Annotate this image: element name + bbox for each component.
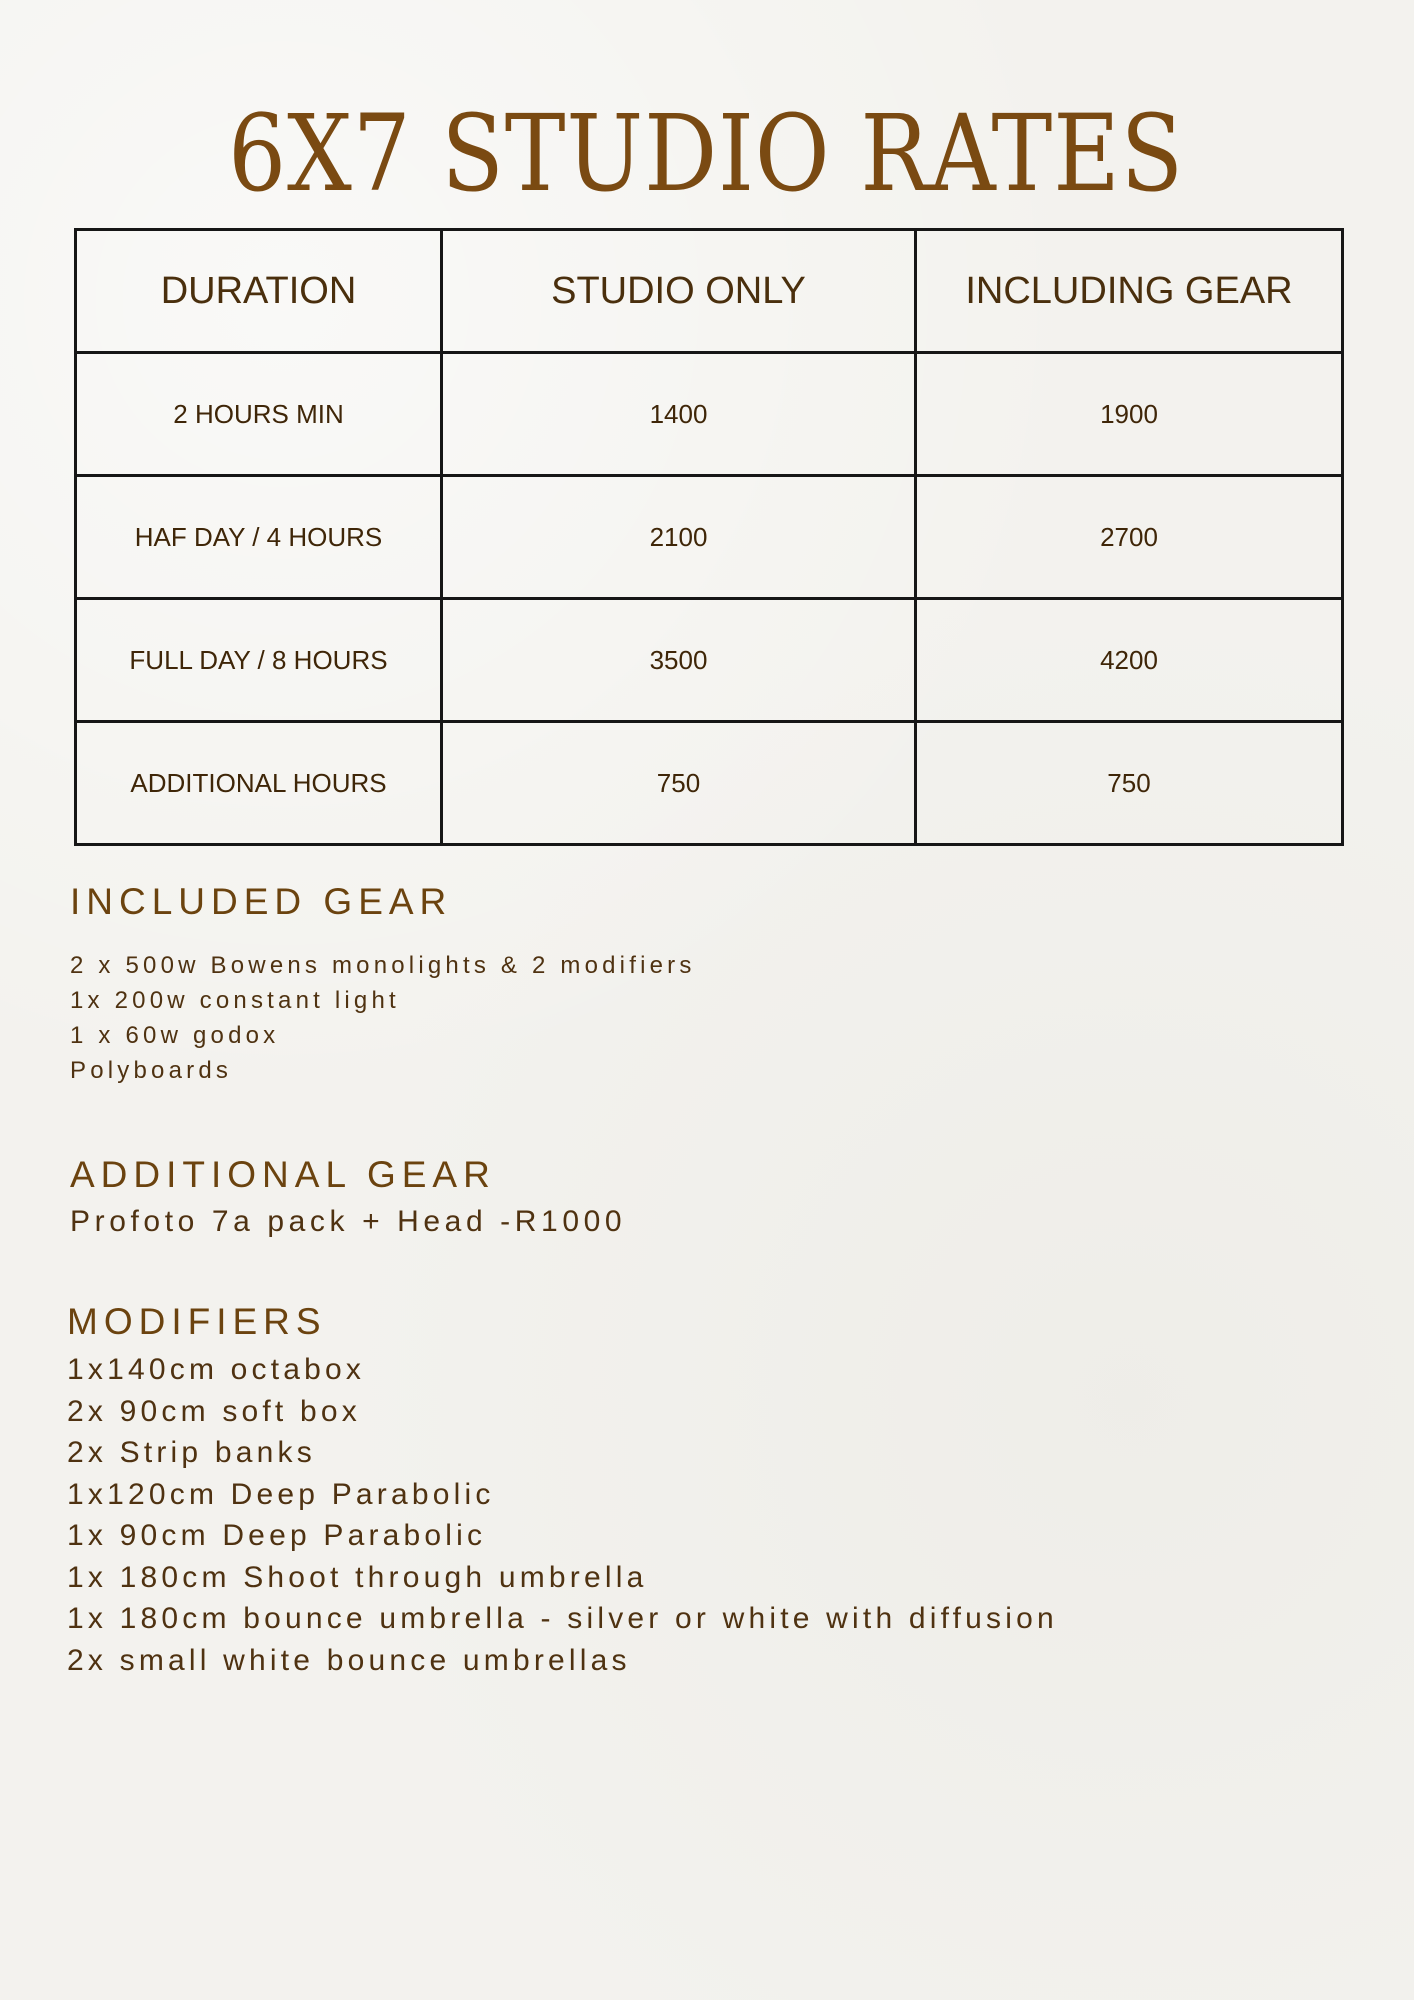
list-item: Polyboards: [70, 1057, 233, 1084]
header-studio-only: STUDIO ONLY: [442, 230, 916, 353]
duration-cell: 2 HOURS MIN: [76, 353, 442, 476]
list-item: 1x 90cm Deep Parabolic: [67, 1519, 487, 1552]
duration-cell: HAF DAY / 4 HOURS: [76, 476, 442, 599]
list-item: 2x small white bounce umbrellas: [67, 1643, 631, 1677]
page-title: 6X7 STUDIO RATES: [228, 92, 1184, 215]
list-item: 2x 90cm soft box: [67, 1394, 361, 1428]
list-item: 1 x 60w godox: [70, 1022, 280, 1049]
included-gear-list: [70, 948, 696, 1088]
list-item: 2 x 500w Bowens monolights & 2 modifiers: [70, 952, 696, 979]
list-item: 1x 200w constant light: [70, 987, 400, 1014]
included-gear-heading: INCLUDED GEAR: [70, 881, 453, 922]
rates-table: [74, 228, 1344, 846]
studio-only-price: 1400: [442, 353, 916, 476]
additional-gear-list: [70, 1202, 626, 1242]
including-gear-price: 1900: [916, 353, 1343, 476]
list-item: 1x 180cm bounce umbrella - silver or white with diffusion: [67, 1602, 1058, 1635]
table-row: [76, 722, 1343, 845]
duration-cell: FULL DAY / 8 HOURS: [76, 599, 442, 722]
list-item: 1x120cm Deep Parabolic: [67, 1477, 495, 1511]
modifiers-list: [67, 1349, 1058, 1681]
duration-cell: ADDITIONAL HOURS: [76, 722, 442, 845]
modifiers-heading: MODIFIERS: [67, 1301, 327, 1342]
table-row: [76, 599, 1343, 722]
additional-gear-heading: ADDITIONAL GEAR: [70, 1154, 496, 1195]
header-duration: DURATION: [76, 230, 442, 353]
header-including-gear: INCLUDING GEAR: [916, 230, 1343, 353]
studio-only-price: 2100: [442, 476, 916, 599]
list-item: 1x140cm octabox: [67, 1353, 366, 1386]
including-gear-price: 750: [916, 722, 1343, 845]
list-item: 1x 180cm Shoot through umbrella: [67, 1560, 648, 1594]
table-header-row: [76, 230, 1343, 353]
studio-only-price: 750: [442, 722, 916, 845]
studio-only-price: 3500: [442, 599, 916, 722]
list-item: 2x Strip banks: [67, 1436, 316, 1469]
list-item: Profoto 7a pack + Head -R1000: [70, 1205, 627, 1238]
including-gear-price: 4200: [916, 599, 1343, 722]
including-gear-price: 2700: [916, 476, 1343, 599]
table-row: [76, 353, 1343, 476]
table-row: [76, 476, 1343, 599]
